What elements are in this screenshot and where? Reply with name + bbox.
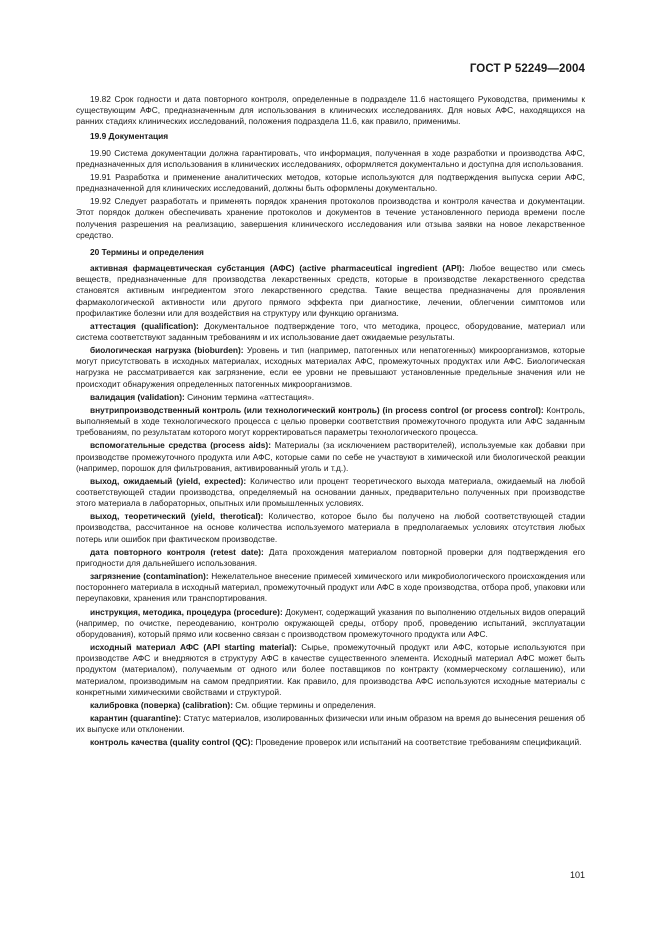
term-definition: Синоним термина «аттестация». [184, 391, 315, 402]
term-definition: Проведение проверок или испытаний на соответствие требованиям спецификаций. [253, 737, 582, 748]
term-name: внутрипроизводственный контроль (или технологический контроль) (in process control (or process control): [90, 404, 544, 415]
term-entry [76, 642, 585, 698]
term-name: выход, ожидаемый (yield, expected): [90, 475, 247, 486]
term-name: калибровка (поверка) (calibration): [90, 699, 233, 710]
term-definition: Статус материалов, изолированных физически или иным образом на время до вынесения решения об их выпуске или отклонении. [76, 712, 585, 735]
term-name: дата повторного контроля (retest date): [90, 546, 264, 557]
paragraph-19-91: 19.91 Разработка и применение аналитических методов, которые используются для подтверждения выпуска серии АФС, предназначенной для клинических исследований, должны быть оформлены документально. [76, 171, 585, 194]
term-definition: Нежелательное внесение примесей химического или микробиологического происхождения или постороннего материала в исходный материал, промежуточный продукт или АФС в ходе производства, отбора проб, упаковки или переупаковки, хранения или транспортирования. [76, 571, 585, 604]
paragraph-19-82: 19.82 Срок годности и дата повторного контроля, определенные в подразделе 11.6 настоящего Руководства, применимы к существующим АФС, предназначенным для использования в клинических исследованиях. Для новых АФС, находящихся на ранних стадиях клинических исследований, положения подраздела 11.6, как правило, применимы. [76, 94, 585, 127]
term-definition: Количество или процент теоретического выхода материала, ожидаемый на любой соответствующей стадии производства, определяемый на основании данных, предварительно полученных при производстве этого материала в лабораторных, опытных или промышленных условиях. [76, 475, 585, 509]
paragraph-19-90: 19.90 Система документации должна гарантировать, что информация, полученная в ходе разработки и производства АФС, предназначенных для использования в клинических исследованиях, оформляется документально и доступна для использования. [76, 147, 585, 169]
terms-list [76, 263, 585, 748]
term-entry [76, 571, 585, 604]
term-name: валидация (validation): [90, 391, 185, 402]
term-name: инструкция, методика, процедура (procedure): [90, 606, 283, 617]
term-entry [76, 713, 585, 735]
term-definition: См. общие термины и определения. [232, 699, 376, 710]
term-definition: Контроль, выполняемый в ходе технологического процесса с целью проверки соответствия промежуточного продукта или АФС заданным требованиям, по результатам которого могут корректироваться параметры технологического процесса. [76, 404, 585, 438]
section-heading-20: 20 Термины и определения [90, 246, 204, 257]
term-entry [76, 392, 585, 403]
term-definition: Любое вещество или смесь веществ, предназначенные для производства лекарственных средств, которые в производстве лекарственного средства становятся активным ингредиентом этого лекарственного средства. Такие вещества предназначены для проявления фармакологической активности или другого прямого эффекта при диагностике, лечении, облегчении симптомов или профилактике болезни или для воздействия на структуру или функцию организма. [76, 263, 585, 318]
term-name: карантин (quarantine): [90, 712, 182, 723]
term-definition: Сырье, промежуточный продукт или АФС, которые используются при производстве АФС и внедряются в структуру АФС в качестве существенного элемента. Исходный материал АФС может быть продуктом (материалом), получаемым от одного или более поставщиков по контракту (коммерческому соглашению), или материалом, производимым на самом предприятии. Как правило, для производства АФС используются исходные материалы с конкретными химическими свойствами и структурой. [76, 642, 585, 697]
term-definition: Документ, содержащий указания по выполнению отдельных видов операций (например, по очистке, переодеванию, контролю окружающей среды, отбору проб, проведению испытаний, эксплуатации оборудования), который прямо или косвенно связан с производством промежуточного продукта или АФС. [76, 606, 585, 639]
term-name: биологическая нагрузка (bioburden): [90, 345, 244, 356]
paragraph-19-92: 19.92 Следует разработать и применять порядок хранения протоколов производства и контроля качества и документации. Этот порядок должен обеспечивать хранение протоколов и документов в течение установленного периода времени после получения разрешения на реализацию, завершения клинического исследования или отзыва заявки на новое лекарственное средство. [76, 196, 585, 240]
page-content [76, 94, 585, 750]
term-entry [76, 345, 585, 390]
term-entry [76, 476, 585, 509]
term-definition: Материалы (за исключением растворителей), используемые как добавки при производстве промежуточного продукта или АФС, которые сами по себе не участвуют в химической или биологической реакции (например, порошок для фильтрования, активированный уголь и т.д.). [76, 440, 585, 473]
term-entry [76, 321, 585, 343]
term-name: выход, теоретический (yield, therotical): [90, 511, 264, 522]
term-name: активная фармацевтическая субстанция (АФС) (active pharmaceutical ingredient (API): [90, 263, 465, 274]
term-entry [76, 263, 585, 319]
term-definition: Документальное подтверждение того, что методика, процесс, оборудование, материал или система соответствуют заданным требованиям и их использование дает ожидаемые результаты. [76, 320, 585, 342]
term-entry [76, 440, 585, 473]
term-entry [76, 607, 585, 640]
standard-designation: ГОСТ Р 52249—2004 [469, 63, 585, 75]
term-name: исходный материал АФС (API starting material): [90, 642, 297, 653]
term-name: вспомогательные средства (process aids): [90, 440, 271, 451]
term-name: контроль качества (quality control (QC): [90, 737, 254, 748]
term-entry [76, 737, 585, 748]
term-entry [76, 700, 585, 711]
term-entry [76, 511, 585, 544]
page-number: 101 [569, 870, 585, 880]
term-definition: Количество, которое было бы получено на любой соответствующей стадии производства, рассчитанное на основе количества используемого материала в предполагаемых условиях отсутствия любых потерь или ошибок при фактическом производстве. [76, 511, 585, 544]
term-name: загрязнение (contamination): [90, 571, 209, 582]
term-entry [76, 405, 585, 438]
term-name: аттестация (qualification): [90, 320, 199, 331]
term-entry [76, 547, 585, 569]
term-definition: Уровень и тип (например, патогенных или непатогенных) микроорганизмов, которые могут присутствовать в исходных материалах, исходных материалах АФС, промежуточных продуктах или АФС. Биологическая нагрузка не рассматривается как загрязнение, если ее уровни не превышают установленные предельные значения или не происходит обнаружения определенных патогенных микроорганизмов. [76, 345, 585, 389]
term-definition: Дата прохождения материалом повторной проверки для подтверждения его пригодности для дальнейшего использования. [76, 546, 585, 568]
section-heading-19-9: 19.9 Документация [90, 131, 169, 142]
